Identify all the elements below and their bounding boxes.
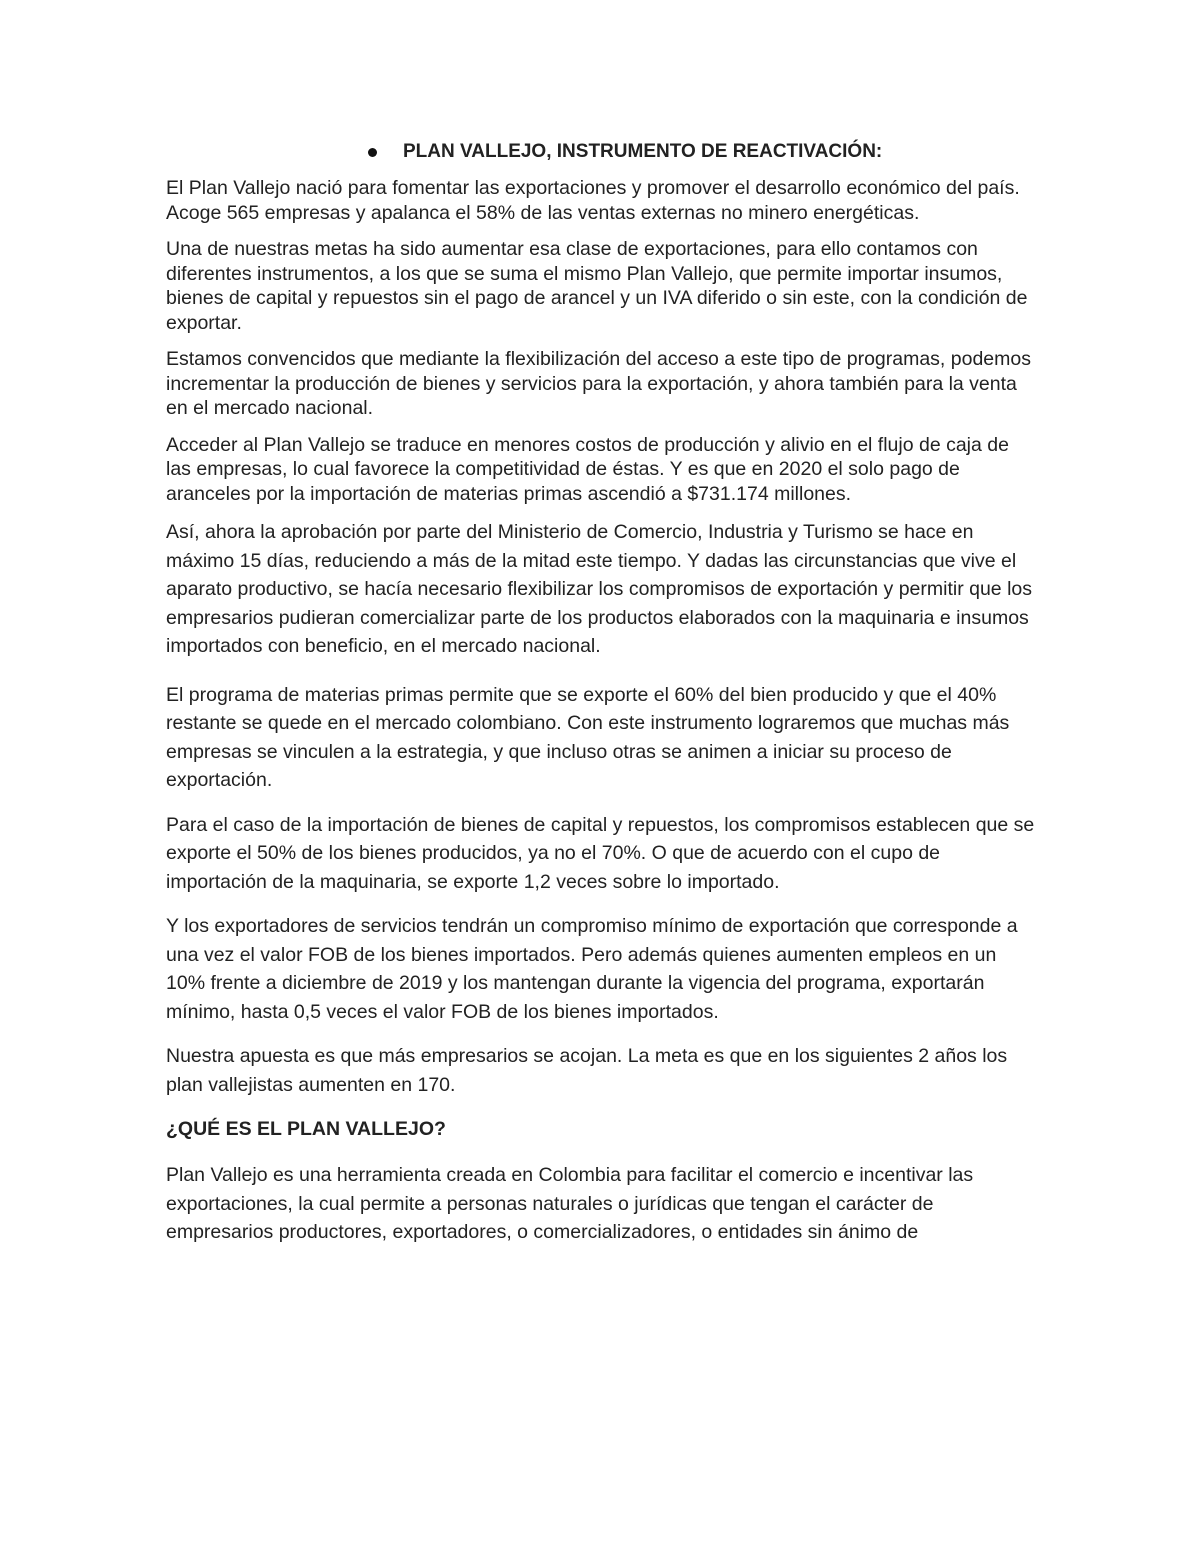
document-body <box>166 138 1036 1263</box>
paragraph: Para el caso de la importación de bienes de capital y repuestos, los compromisos establecen que se exporte el 50% de los bienes producidos, ya no el 70%. O que de acuerdo con el cupo de importación de la maquinaria, se exporte 1,2 veces sobre lo importado. <box>166 813 1035 893</box>
bullet-icon <box>368 148 377 157</box>
paragraph: Estamos convencidos que mediante la flexibilización del acceso a este tipo de programas, podemos incrementar la producción de bienes y servicios para la exportación, y ahora también para la venta en el mercado nacional. <box>166 348 1031 419</box>
section-heading: ¿QUÉ ES EL PLAN VALLEJO? <box>166 1118 446 1140</box>
body-paragraphs <box>166 518 1036 1099</box>
final-paragraph-block <box>166 1161 1036 1247</box>
paragraph: Una de nuestras metas ha sido aumentar esa clase de exportaciones, para ello contamos con diferentes instrumentos, a los que se suma el mismo Plan Vallejo, que permite importar insumos, bienes de capital y repuestos sin el pago de arancel y un IVA diferido o sin este, con la condición de exportar. <box>166 238 1028 334</box>
bullet-heading-text: PLAN VALLEJO, INSTRUMENTO DE REACTIVACIÓN: <box>403 141 883 162</box>
paragraph: El Plan Vallejo nació para fomentar las exportaciones y promover el desarrollo económico del país. Acoge 565 empresas y apalanca el 58% de las ventas externas no minero energéticas. <box>166 177 1020 224</box>
intro-paragraphs <box>166 176 1036 506</box>
bullet-heading <box>332 138 1200 166</box>
paragraph: Acceder al Plan Vallejo se traduce en menores costos de producción y alivio en el flujo de caja de las empresas, lo cual favorece la competitividad de éstas. Y es que en 2020 el solo pago de aranceles por la importación de materias primas ascendió a $731.174 millones. <box>166 433 1009 505</box>
paragraph: Así, ahora la aprobación por parte del Ministerio de Comercio, Industria y Turismo se hace en máximo 15 días, reduciendo a más de la mitad este tiempo. Y dadas las circunstancias que vive el aparato productivo, se hacía necesario flexibilizar los compromisos de exportación y permitir que los empresarios pudieran comercializar parte de los productos elaborados con la maquinaria e insumos importados con beneficio, en el mercado nacional. <box>166 521 1032 657</box>
paragraph: El programa de materias primas permite que se exporte el 60% del bien producido y que el 40% restante se quede en el mercado colombiano. Con este instrumento lograremos que muchas más empresas se vinculen a la estrategia, y que incluso otras se animen a iniciar su proceso de exportación. <box>166 683 1010 791</box>
paragraph: Nuestra apuesta es que más empresarios se acojan. La meta es que en los siguientes 2 años los plan vallejistas aumenten en 170. <box>166 1045 1008 1096</box>
paragraph: Plan Vallejo es una herramienta creada en Colombia para facilitar el comercio e incentivar las exportaciones, la cual permite a personas naturales o jurídicas que tengan el carácter de empresarios productores, exportadores, o comercializadores, o entidades sin ánimo de <box>166 1164 974 1243</box>
paragraph: Y los exportadores de servicios tendrán un compromiso mínimo de exportación que corresponde a una vez el valor FOB de los bienes importados. Pero además quienes aumenten empleos en un 10% frente a diciembre de 2019 y los mantengan durante la vigencia del programa, exportarán mínimo, hasta 0,5 veces el valor FOB de los bienes importados. <box>166 915 1018 1023</box>
